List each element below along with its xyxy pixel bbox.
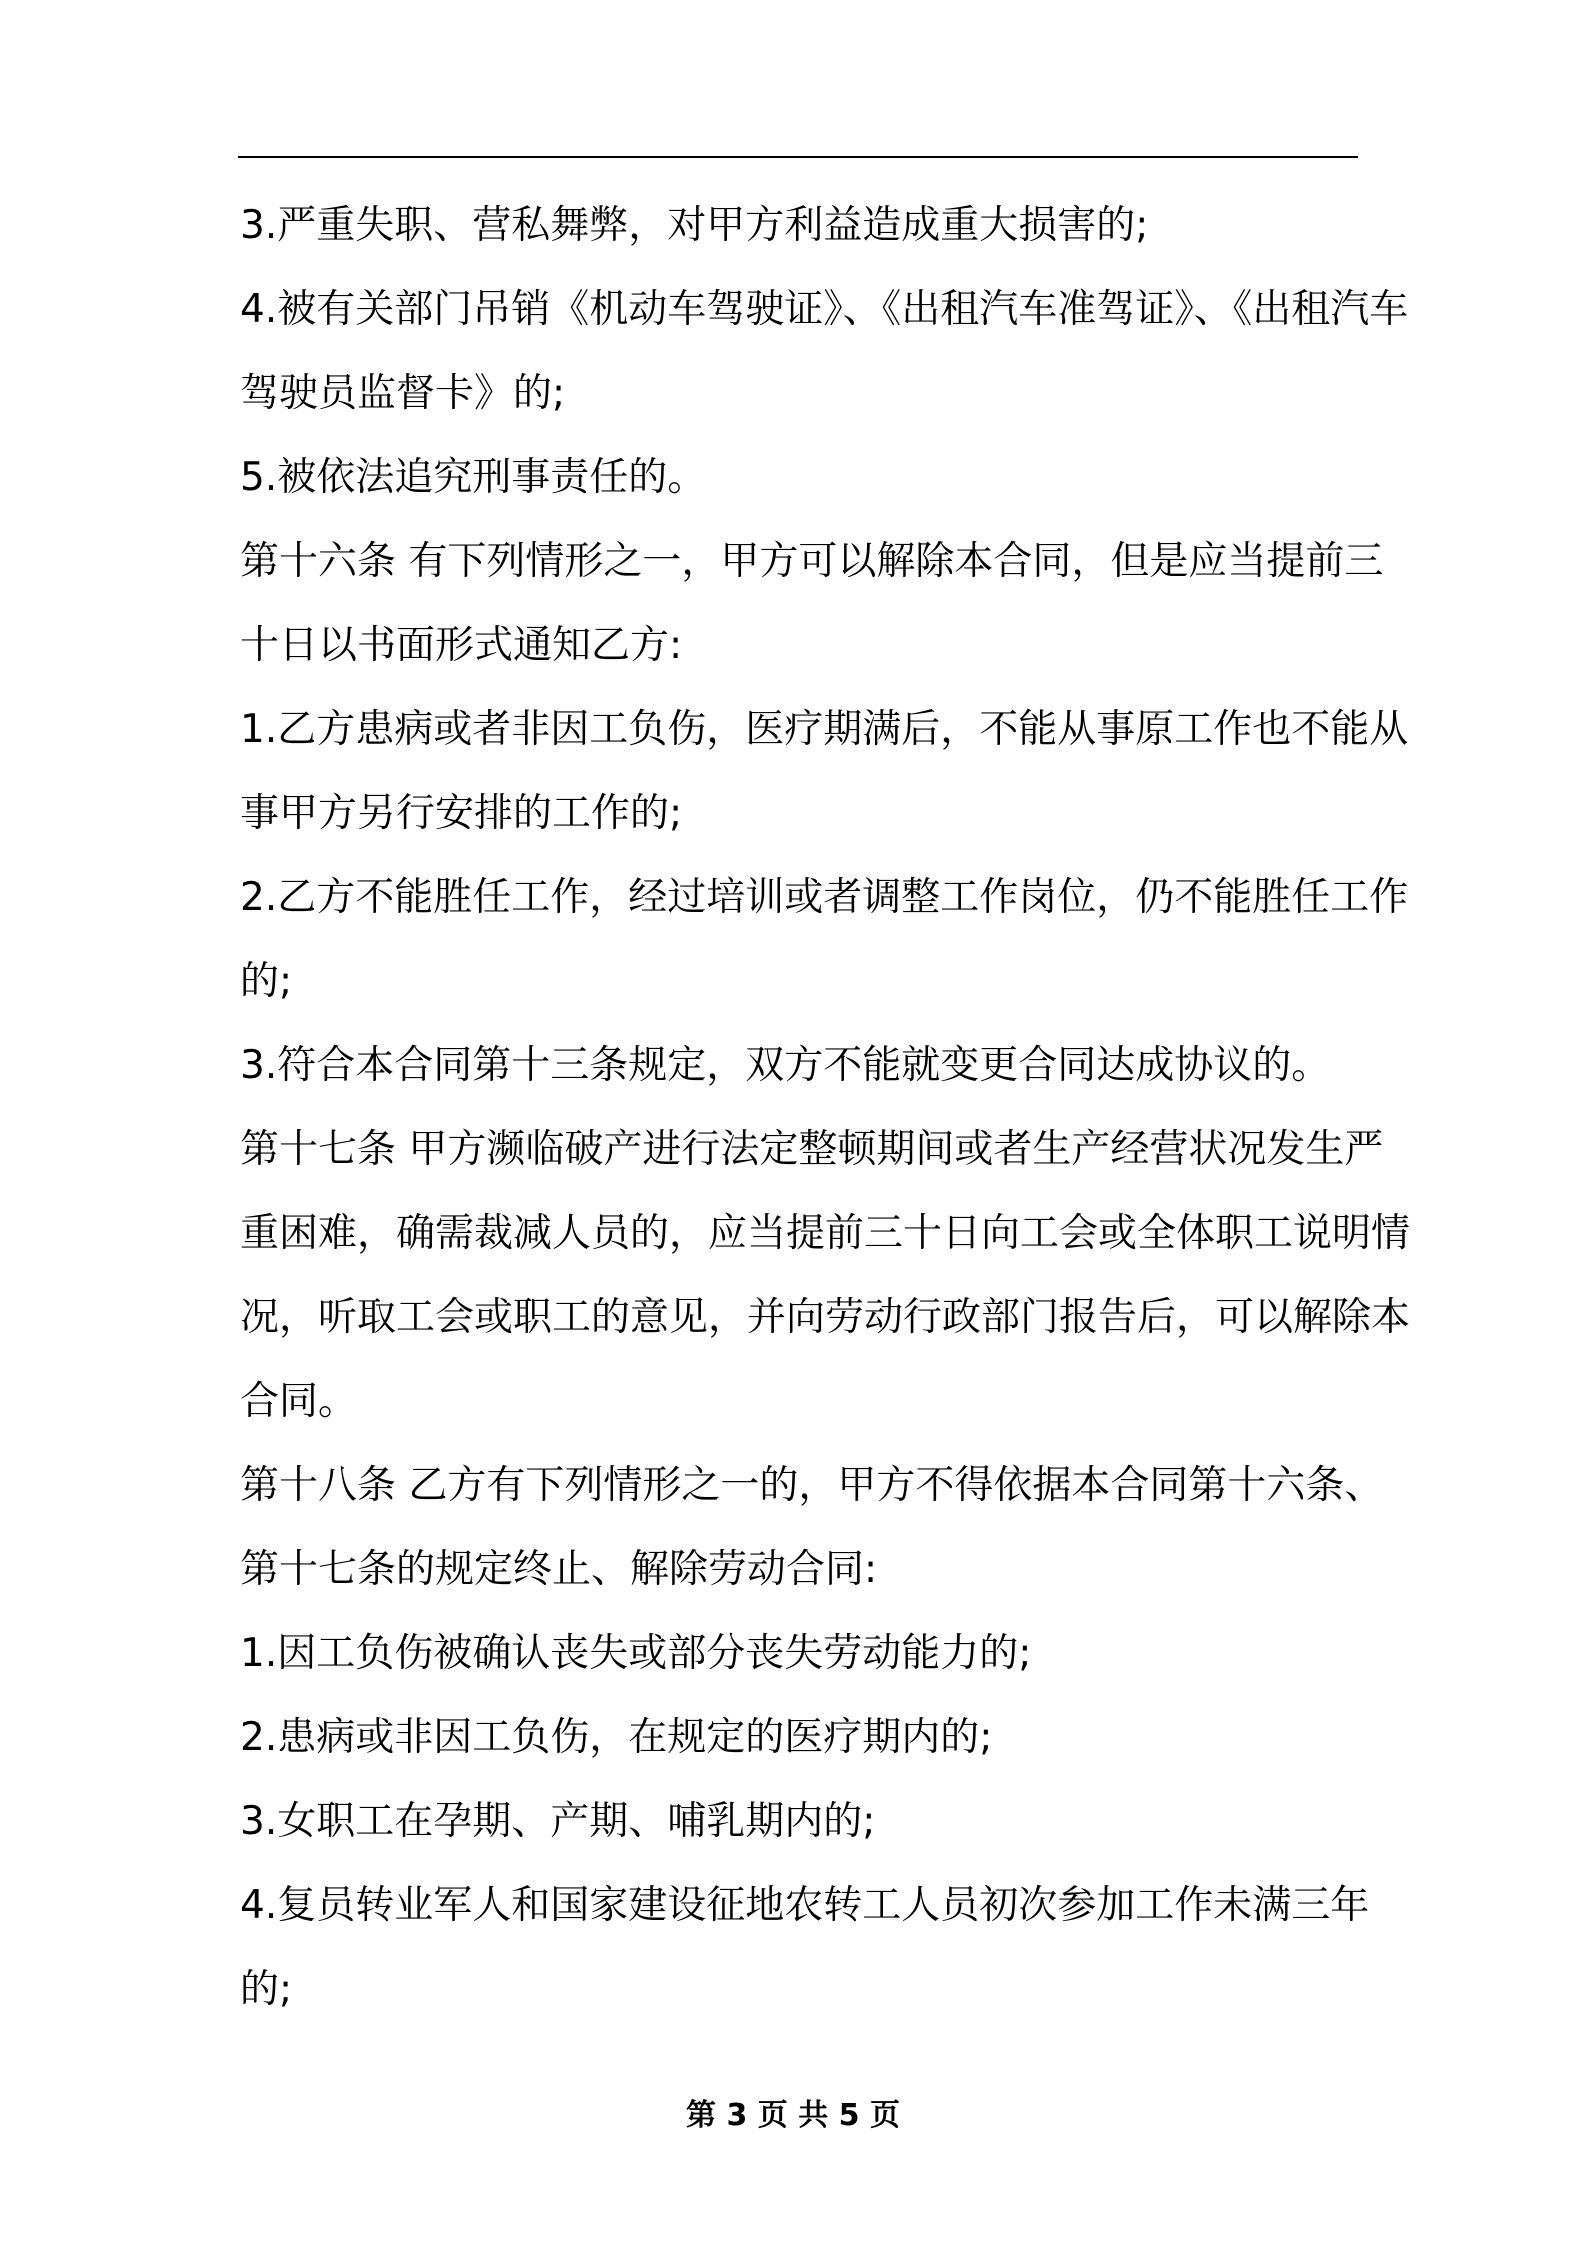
text-line: 1.乙方患病或者非因工负伤，医疗期满后，不能从事原工作也不能从 xyxy=(240,707,1409,752)
text-line: 3.符合本合同第十三条规定，双方不能就变更合同达成协议的。 xyxy=(240,1043,1331,1088)
text-line: 第十八条 乙方有下列情形之一的，甲方不得依据本合同第十六条、 xyxy=(240,1463,1384,1508)
text-line: 2.乙方不能胜任工作，经过培训或者调整工作岗位，仍不能胜任工作 xyxy=(240,875,1409,920)
text-line: 况，听取工会或职工的意见，并向劳动行政部门报告后，可以解除本 xyxy=(240,1295,1411,1340)
text-line: 3.女职工在孕期、产期、哺乳期内的; xyxy=(240,1799,876,1844)
text-line: 2.患病或非因工负伤，在规定的医疗期内的; xyxy=(240,1715,993,1760)
text-line: 合同。 xyxy=(240,1379,358,1424)
text-line: 第十七条的规定终止、解除劳动合同: xyxy=(240,1547,878,1592)
text-line: 第十六条 有下列情形之一，甲方可以解除本合同，但是应当提前三 xyxy=(240,539,1384,584)
text-line: 4.被有关部门吊销《机动车驾驶证》、《出租汽车准驾证》、《出租汽车 xyxy=(240,287,1409,332)
text-line: 3.严重失职、营私舞弊，对甲方利益造成重大损害的; xyxy=(240,203,1149,248)
text-line: 1.因工负伤被确认丧失或部分丧失劳动能力的; xyxy=(240,1631,1032,1676)
document-body xyxy=(240,184,1411,2032)
text-line: 第十七条 甲方濒临破产进行法定整顿期间或者生产经营状况发生严 xyxy=(240,1127,1384,1172)
text-line: 的; xyxy=(240,1967,293,2012)
page-number-footer: 第 3 页 共 5 页 xyxy=(686,2098,900,2133)
text-line: 4.复员转业军人和国家建设征地农转工人员初次参加工作未满三年 xyxy=(240,1883,1370,1928)
text-line: 5.被依法追究刑事责任的。 xyxy=(240,455,707,500)
header-rule xyxy=(238,156,1358,158)
text-line: 重困难，确需裁减人员的，应当提前三十日向工会或全体职工说明情 xyxy=(240,1211,1411,1256)
text-line: 的; xyxy=(240,959,293,1004)
text-line: 事甲方另行安排的工作的; xyxy=(240,791,683,836)
text-line: 十日以书面形式通知乙方: xyxy=(240,623,683,668)
text-line: 驾驶员监督卡》的; xyxy=(240,371,566,416)
